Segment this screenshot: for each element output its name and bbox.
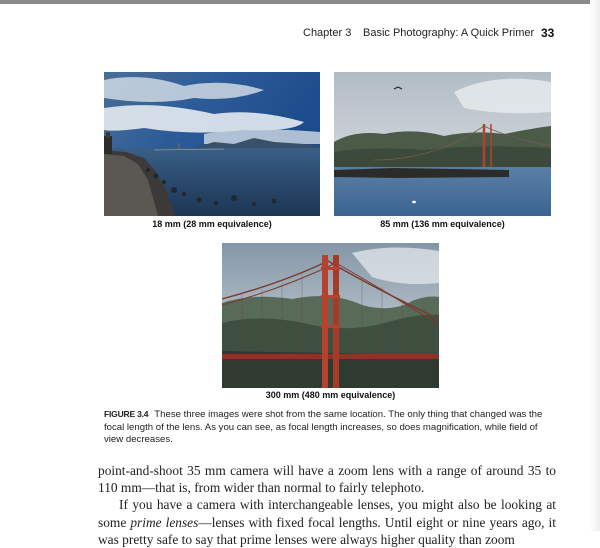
prime-lenses-term: prime lenses: [130, 514, 199, 530]
top-rule: [0, 0, 600, 4]
photo-85mm: [334, 72, 551, 216]
running-header-title: Basic Photography: A Quick Primer: [363, 27, 535, 39]
body-paragraph-1: point-and-shoot 35 mm camera will have a zoom lens with a range of around 35 to 110 mm—that is, from wider than normal to fairly telephoto.: [98, 463, 556, 496]
body-text: [98, 462, 556, 548]
running-header-chapter: Chapter 3: [303, 27, 352, 39]
figure-caption: [104, 408, 549, 447]
figure-label: FIGURE 3.4: [104, 409, 149, 419]
page-number: 33: [541, 26, 555, 40]
photo-300mm: [222, 243, 439, 388]
body-paragraph-2-end: —lenses with fixed focal lengths. Until eight or nine years ago, it was pretty safe to say that prime lenses were always higher quality than zoom: [98, 514, 556, 547]
figure-caption-text: These three images were shot from the same location. The only thing that changed was the focal length of the lens. As you can see, as focal length increases, so does magnification, while field of view decreases.: [104, 409, 543, 445]
page-edge-shadow: [590, 0, 600, 531]
photo-caption-18mm: 18 mm (28 mm equivalence): [152, 219, 272, 229]
photo-caption-300mm: 300 mm (480 mm equivalence): [265, 390, 396, 400]
body-paragraph-2: [98, 496, 556, 548]
body-paragraph-2-start: If you have a camera with interchangeable lenses, you might also be looking at some: [98, 497, 556, 530]
photo-caption-85mm: 85 mm (136 mm equivalence): [380, 219, 505, 229]
photo-18mm: [104, 72, 320, 216]
